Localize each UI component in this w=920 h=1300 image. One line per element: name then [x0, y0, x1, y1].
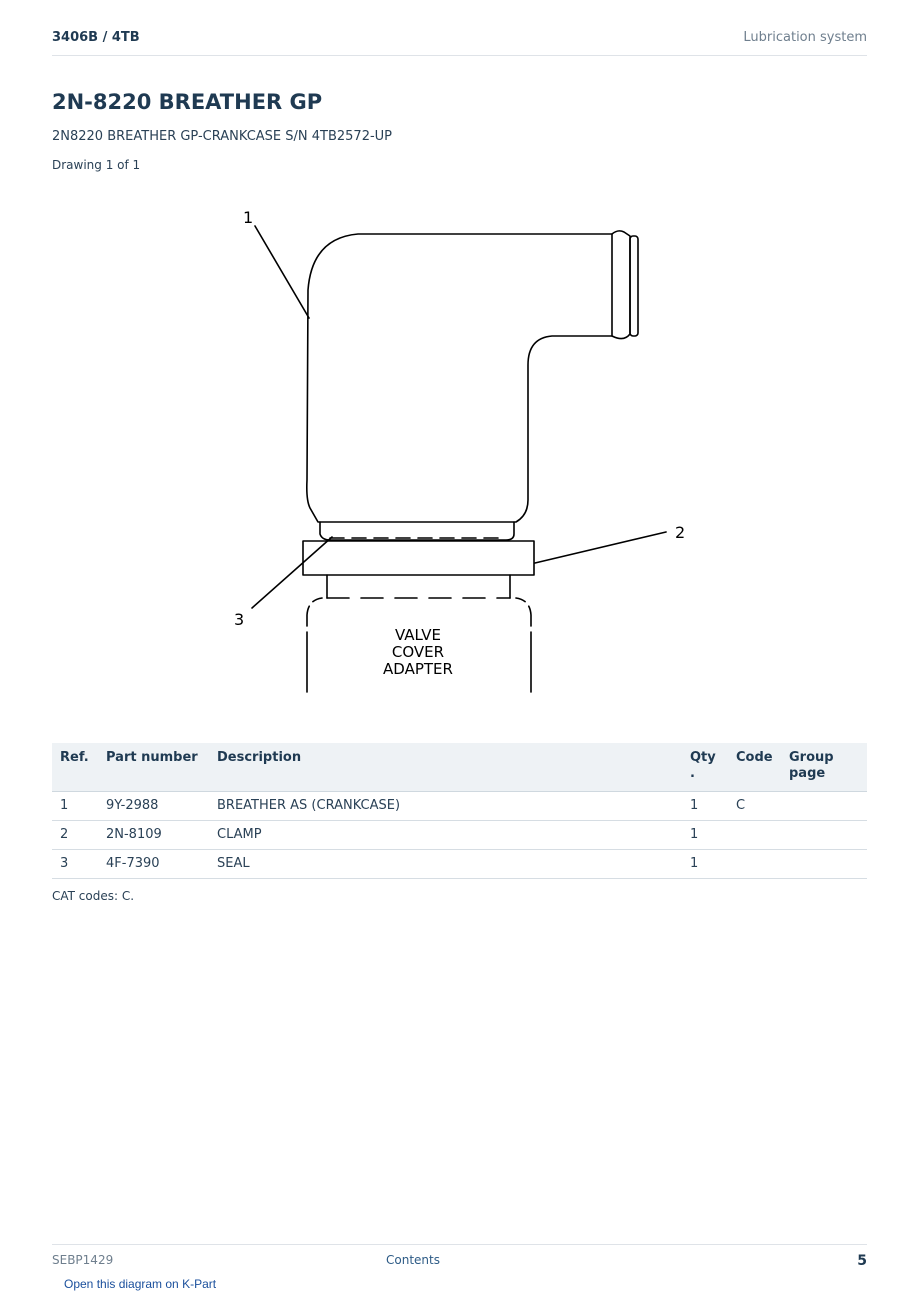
col-header-code: Code: [728, 743, 781, 792]
cell-part-number: 2N-8109: [98, 821, 209, 850]
outlet-bead: [612, 231, 630, 339]
table-row: [52, 850, 867, 879]
breather-diagram: [200, 200, 700, 700]
cell-group-page: [781, 792, 867, 821]
col-header-ref: Ref.: [52, 743, 98, 792]
callout-3: 3: [234, 610, 245, 629]
cell-qty: 1: [682, 850, 728, 879]
breather-body: [307, 234, 612, 522]
open-kpart-link[interactable]: Open this diagram on K-Part: [64, 1277, 217, 1291]
cell-code: [728, 821, 781, 850]
cat-codes-note: CAT codes: C.: [52, 889, 135, 903]
adapter-left-edge: [307, 598, 322, 692]
adapter-text-line-3: ADAPTER: [383, 660, 453, 678]
drawing-label: Drawing 1 of 1: [52, 158, 141, 172]
cell-description: BREATHER AS (CRANKCASE): [209, 792, 682, 821]
cell-description: SEAL: [209, 850, 682, 879]
cell-code: [728, 850, 781, 879]
parts-table: [52, 743, 867, 879]
clamp: [303, 541, 534, 575]
callout-2-leader: [535, 532, 666, 563]
callout-2: 2: [675, 523, 686, 542]
group-header-line-1: Group: [789, 750, 834, 765]
qty-header-line-1: Qty: [690, 750, 716, 765]
page-header: [52, 28, 867, 56]
col-header-qty: [682, 743, 728, 792]
adapter-text-line-1: VALVE: [394, 626, 442, 644]
qty-header-line-2: .: [690, 766, 695, 781]
cell-group-page: [781, 850, 867, 879]
table-row: [52, 821, 867, 850]
group-header-line-2: page: [789, 766, 826, 781]
col-header-group-page: [781, 743, 867, 792]
table-header-row: [52, 743, 867, 792]
page-number: 5: [857, 1253, 867, 1269]
page-subtitle: 2N8220 BREATHER GP-CRANKCASE S/N 4TB2572-UP: [52, 129, 393, 144]
callout-3-leader: [252, 537, 332, 608]
cell-code: C: [728, 792, 781, 821]
adapter-text-line-2: COVER: [391, 643, 445, 661]
cell-ref: 1: [52, 792, 98, 821]
table-row: [52, 792, 867, 821]
cell-ref: 3: [52, 850, 98, 879]
cell-part-number: 4F-7390: [98, 850, 209, 879]
cell-part-number: 9Y-2988: [98, 792, 209, 821]
col-header-part-number: Part number: [98, 743, 209, 792]
contents-link[interactable]: Contents: [386, 1253, 440, 1267]
cell-qty: 1: [682, 792, 728, 821]
adapter-right-edge: [516, 598, 531, 692]
page-title: 2N-8220 BREATHER GP: [52, 90, 323, 114]
section-label: Lubrication system: [743, 30, 867, 45]
model-label: 3406B / 4TB: [52, 30, 140, 45]
outlet-ring: [630, 236, 638, 336]
document-number: SEBP1429: [52, 1253, 114, 1267]
callout-1: 1: [243, 208, 254, 227]
col-header-description: Description: [209, 743, 682, 792]
cell-description: CLAMP: [209, 821, 682, 850]
callout-1-leader: [255, 226, 309, 318]
cell-qty: 1: [682, 821, 728, 850]
page-footer: [52, 1244, 867, 1275]
cell-ref: 2: [52, 821, 98, 850]
cell-group-page: [781, 821, 867, 850]
